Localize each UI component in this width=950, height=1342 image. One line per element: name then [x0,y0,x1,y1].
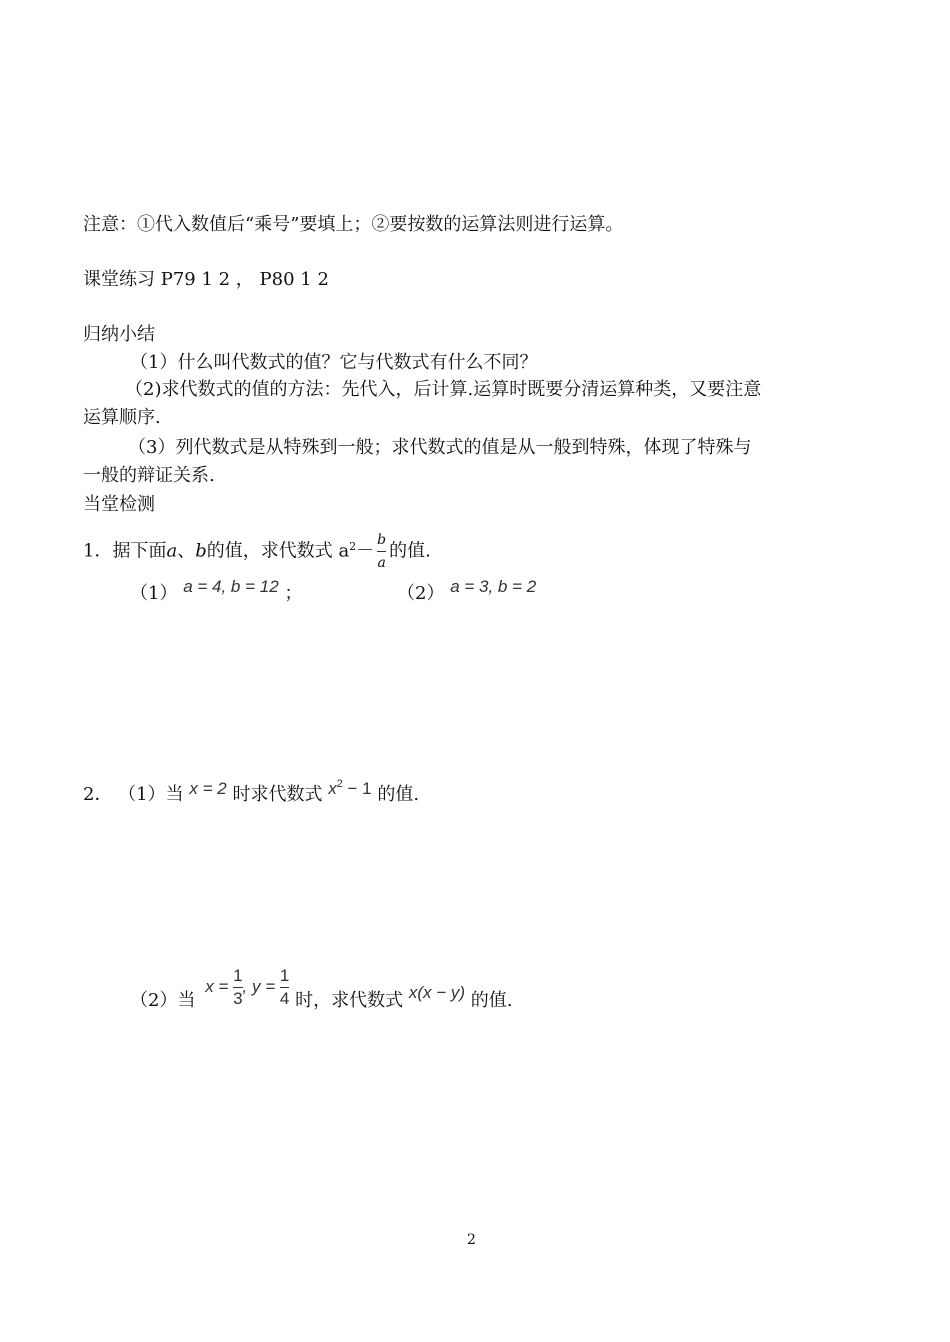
summary-item-1: （1）什么叫代数式的值？它与代数式有什么不同？ [130,352,538,373]
q1-exponent: 2 [349,539,357,553]
q1-part-2 [397,577,537,606]
q2-p2-mid: 时，求代数式 [295,989,404,1011]
q2-y-den: 4 [279,989,290,1008]
q1-p2-expr: a = 3, b = 2 [450,577,537,596]
q2-y-num: 1 [279,966,290,985]
q2-condition: x = 2 [189,779,227,798]
q2-part-2 [130,966,513,1023]
q2-p2-label: （2）当 [130,989,196,1011]
summary-item-2: （2)求代数式的值的方法：先代入，后计算.运算时既要分清运算种类，又要注意 [125,379,762,400]
q2-x-fraction [233,966,242,1009]
summary-item-3-cont: 一般的辩证关系. [83,465,215,486]
check-title: 当堂检测 [83,494,155,515]
q2-x-lhs: x = [205,976,229,996]
practice-line: 课堂练习 P79 1 2 ， P80 1 2 [83,269,329,290]
q1-frac-num: b [377,532,387,548]
var-b: b [195,540,207,562]
question-2 [83,778,420,809]
q1-p2-label: （2） [397,583,445,604]
q1-p1-end: ； [284,583,303,604]
q2-expr-tail: − 1 [342,779,372,798]
summary-title: 归纳小结 [83,324,155,345]
q2-y-lhs: , y = [242,976,276,996]
q2-prefix: 2． （1）当 [83,784,184,805]
q2-expr-base: x [328,779,337,798]
q2-p2-suffix: 的值. [470,989,513,1011]
q1-mid: 的值，求代数式 a [206,540,350,562]
q2-expression [328,779,371,798]
q2-p2-condition [205,966,289,1009]
q1-part-1 [130,577,303,606]
q1-p1-expr: a = 4, b = 12 [183,577,279,596]
var-a: a [166,540,178,562]
q2-x-num: 1 [233,966,243,985]
q1-minus: － [356,540,375,562]
question-1 [83,530,431,573]
q2-expr-exp: 2 [336,778,343,790]
q1-prefix: 1．据下面 [83,540,167,562]
q2-suffix: 的值. [377,784,420,805]
q1-frac-den: a [377,555,386,571]
q1-suffix: 的值. [389,540,431,562]
q1-fraction [377,530,386,573]
q1-sep: 、 [177,540,196,562]
summary-item-2-cont: 运算顺序. [83,407,161,428]
q2-mid: 时求代数式 [232,784,323,805]
page-number: 2 [467,1232,476,1248]
summary-item-3: （3）列代数式是从特殊到一般；求代数式的值是从一般到特殊，体现了特殊与 [128,437,752,458]
q2-y-fraction [280,966,289,1009]
q2-x-den: 3 [233,989,243,1008]
q1-p1-label: （1） [130,583,178,604]
q2-p2-expr: x(x − y) [408,982,466,1002]
note-line: 注意：①代入数值后“乘号”要填上；②要按数的运算法则进行运算。 [83,214,624,235]
